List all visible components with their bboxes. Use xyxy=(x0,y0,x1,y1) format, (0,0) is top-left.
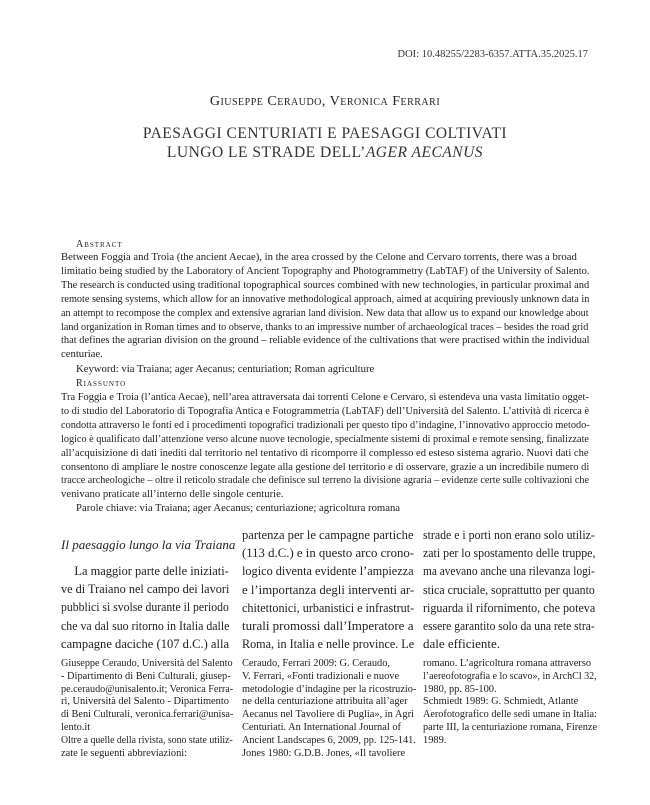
title-line-2-b: AGER AECANUS xyxy=(365,144,484,161)
body-column-2 xyxy=(242,526,414,653)
article-title xyxy=(0,124,650,162)
footnote-line: pe.ceraudo@unisalento.it; Veronica Ferra- xyxy=(61,683,234,695)
abstract-line: remote sensing systems, which allow for an innovative methodological approach, aimed at acquiring previously unknown data in xyxy=(61,292,590,305)
body-line: strade e i porti non erano solo utiliz- xyxy=(423,527,595,542)
riassunto-line: logico è qualificato dall’attenzione verso alcune nuove tecnologie, specialmente sistemi di proximal e remote sensing, finalizzate xyxy=(61,432,589,445)
footnote-column-3 xyxy=(423,658,597,748)
abstract-line: The research is conducted using traditional topographical sources combined with new technologies, in particular proximal and xyxy=(61,278,590,291)
body-line: che va dal suo ritorno in Italia dalle xyxy=(61,617,230,633)
footnote-line: Oltre a quelle della rivista, sono state utiliz- xyxy=(61,734,233,746)
body-line: pubblici si svolse durante il periodo xyxy=(61,599,229,615)
body-line: ma avevano anche una rilevanza logi- xyxy=(423,563,595,579)
riassunto-line: venivano praticate all’interno delle singole centurie. xyxy=(61,488,284,501)
body-line: La maggior parte delle iniziati- xyxy=(74,563,229,578)
body-column-3 xyxy=(423,526,595,653)
abstract-line: land organization in Roman times and to observe, thanks to an impressive number of archaeological traces – besides the road grid xyxy=(61,320,589,333)
body-column-1 xyxy=(61,562,229,653)
footnote-line: Jones 1980: G.D.B. Jones, «Il tavoliere xyxy=(242,747,406,759)
article-authors: Giuseppe Ceraudo, Veronica Ferrari xyxy=(209,94,441,109)
body-line: (113 d.C.) e in questo arco crono- xyxy=(242,545,414,561)
footnote-line: metodologie d’indagine per la ricostruzio- xyxy=(242,683,417,695)
body-line: riguarda il rifornimento, che poteva xyxy=(423,599,596,615)
footnote-line: 1980, pp. 85-100. xyxy=(423,683,497,695)
footnote-line: Giuseppe Ceraudo, Università del Salento xyxy=(61,658,233,669)
riassunto-heading: Riassunto xyxy=(76,378,127,389)
footnote-line: Ancient Landscapes 6, 2009, pp. 125-141. xyxy=(242,734,416,746)
footnote-line: Aerofotografico delle sedi umane in Italia: xyxy=(423,709,597,721)
abstract-heading: Abstract xyxy=(76,239,123,250)
riassunto-keywords: Parole chiave: via Traiana; ager Aecanus; centuriazione; agricoltura romana xyxy=(76,502,401,514)
footnote-line: ri, Università del Salento - Dipartimento xyxy=(61,696,229,708)
body-line: e l’importanza degli interventi ar- xyxy=(242,581,415,597)
body-line: essere garantito solo da una rete stra- xyxy=(423,618,595,634)
riassunto-line: condotta attraverso le fonti ed i procedimenti topografici tradizionali per questo tipo d’indagine, l’innovativo approccio metodo- xyxy=(61,418,590,431)
abstract-line: an attempt to recompose the complex and extensive agrarian land division. New data that allow us to expand our knowledge about xyxy=(61,306,589,319)
footnote-line: ne della centuriazione attribuita all’ager xyxy=(242,696,408,708)
footnote-line: 1989. xyxy=(423,734,447,746)
body-line: zati per lo spostamento delle truppe, xyxy=(423,545,596,561)
abstract-line: limitatio being studied by the Laboratory of Ancient Topography and Photogrammetry (LabTAF) of the University of Salento. xyxy=(61,264,590,277)
abstract-line: centuriae. xyxy=(61,348,103,361)
footnote-column-2 xyxy=(242,658,416,760)
body-line: turali promossi dall’Imperatore a xyxy=(242,618,414,634)
footnote-line: l’aereofotografia e lo scavo», in ArchCl 32, xyxy=(423,670,597,682)
footnote-line: Aecanus nel Tavoliere di Puglia», in Agri xyxy=(242,709,414,721)
title-line-2-a: LUNGO LE STRADE DELL’ xyxy=(166,144,366,161)
footnote-line: romano. L’agricoltura romana attraverso xyxy=(423,658,592,669)
title-line-2 xyxy=(0,143,650,162)
abstract-line: that defines the agrarian division on the ground – reliable evidence of the cultivations that were practised within the individual xyxy=(61,334,590,347)
footnote-line: parte III, la centuriazione romana, Firenze xyxy=(423,721,598,733)
body-line: partenza per le campagne partiche xyxy=(242,527,414,542)
footnote-line: lento.it xyxy=(61,721,91,733)
riassunto-text xyxy=(61,391,589,502)
footnote-line: Ceraudo, Ferrari 2009: G. Ceraudo, xyxy=(242,658,391,669)
riassunto-line: to di studio del Laboratorio di Topografia Antica e Fotogrammetria (LabTAF) dell’Università del Salento. L’attività di ricerca è xyxy=(61,404,590,417)
riassunto-line: Tra Foggia e Troia (l’antica Aecae), nell’area attraversata dai torrenti Celone e Cervaro, si estendeva una vasta limitatio ogget- xyxy=(61,391,589,403)
footnote-line: Schmiedt 1989: G. Schmiedt, Atlante xyxy=(423,696,579,708)
footnote-column-1 xyxy=(61,658,233,760)
riassunto-line: tracce archeologiche – oltre il reticolo stradale che definisce sul terreno la divisione agraria – evidenze certe sulle coltivazioni che xyxy=(61,474,589,487)
doi-label: DOI: 10.48255/2283-6357.ATTA.35.2025.17 xyxy=(397,49,588,60)
riassunto-line: consentono di ampliare le nostre conoscenze legate alla gestione del territorio e di osservare, grazie a un incredibile numero di xyxy=(61,460,590,473)
riassunto-line: all’acquisizione di dati inediti dal territorio nel tentativo di ricomporre il complesso ed esteso sistema agrario. Nuovi dati che xyxy=(61,446,589,459)
body-line: campagne daciche (107 d.C.) alla xyxy=(61,635,230,651)
abstract-keywords: Keyword: via Traiana; ager Aecanus; centuriation; Roman agriculture xyxy=(76,363,375,375)
body-line: Roma, in Italia e nelle province. Le xyxy=(242,636,415,652)
body-line: stica cruciale, soprattutto per quanto xyxy=(423,581,595,597)
footnote-line: zate le seguenti abbreviazioni: xyxy=(61,747,188,759)
abstract-text xyxy=(61,251,589,362)
body-line: chitettonici, urbanistici e infrastrut- xyxy=(242,599,415,615)
section-heading: Il paesaggio lungo la via Traiana xyxy=(61,537,236,552)
body-line: dale efficiente. xyxy=(423,636,500,652)
body-line: logico diventa evidente l’ampiezza xyxy=(242,563,414,579)
footnote-line: - Dipartimento di Beni Culturali, giusep- xyxy=(61,670,231,682)
footnote-line: Centuriati. An International Journal of xyxy=(242,721,401,733)
body-line: ve di Traiano nel campo dei lavori xyxy=(61,581,230,597)
footnote-line: di Beni Culturali, veronica.ferrari@unisa- xyxy=(61,709,234,721)
abstract-line: Between Foggia and Troia (the ancient Aecae), in the area crossed by the Celone and Cervaro torrents, there was a broad xyxy=(61,251,577,263)
title-line-1: PAESAGGI CENTURIATI E PAESAGGI COLTIVATI xyxy=(142,125,508,142)
footnote-line: V. Ferrari, «Fonti tradizionali e nuove xyxy=(242,670,400,682)
